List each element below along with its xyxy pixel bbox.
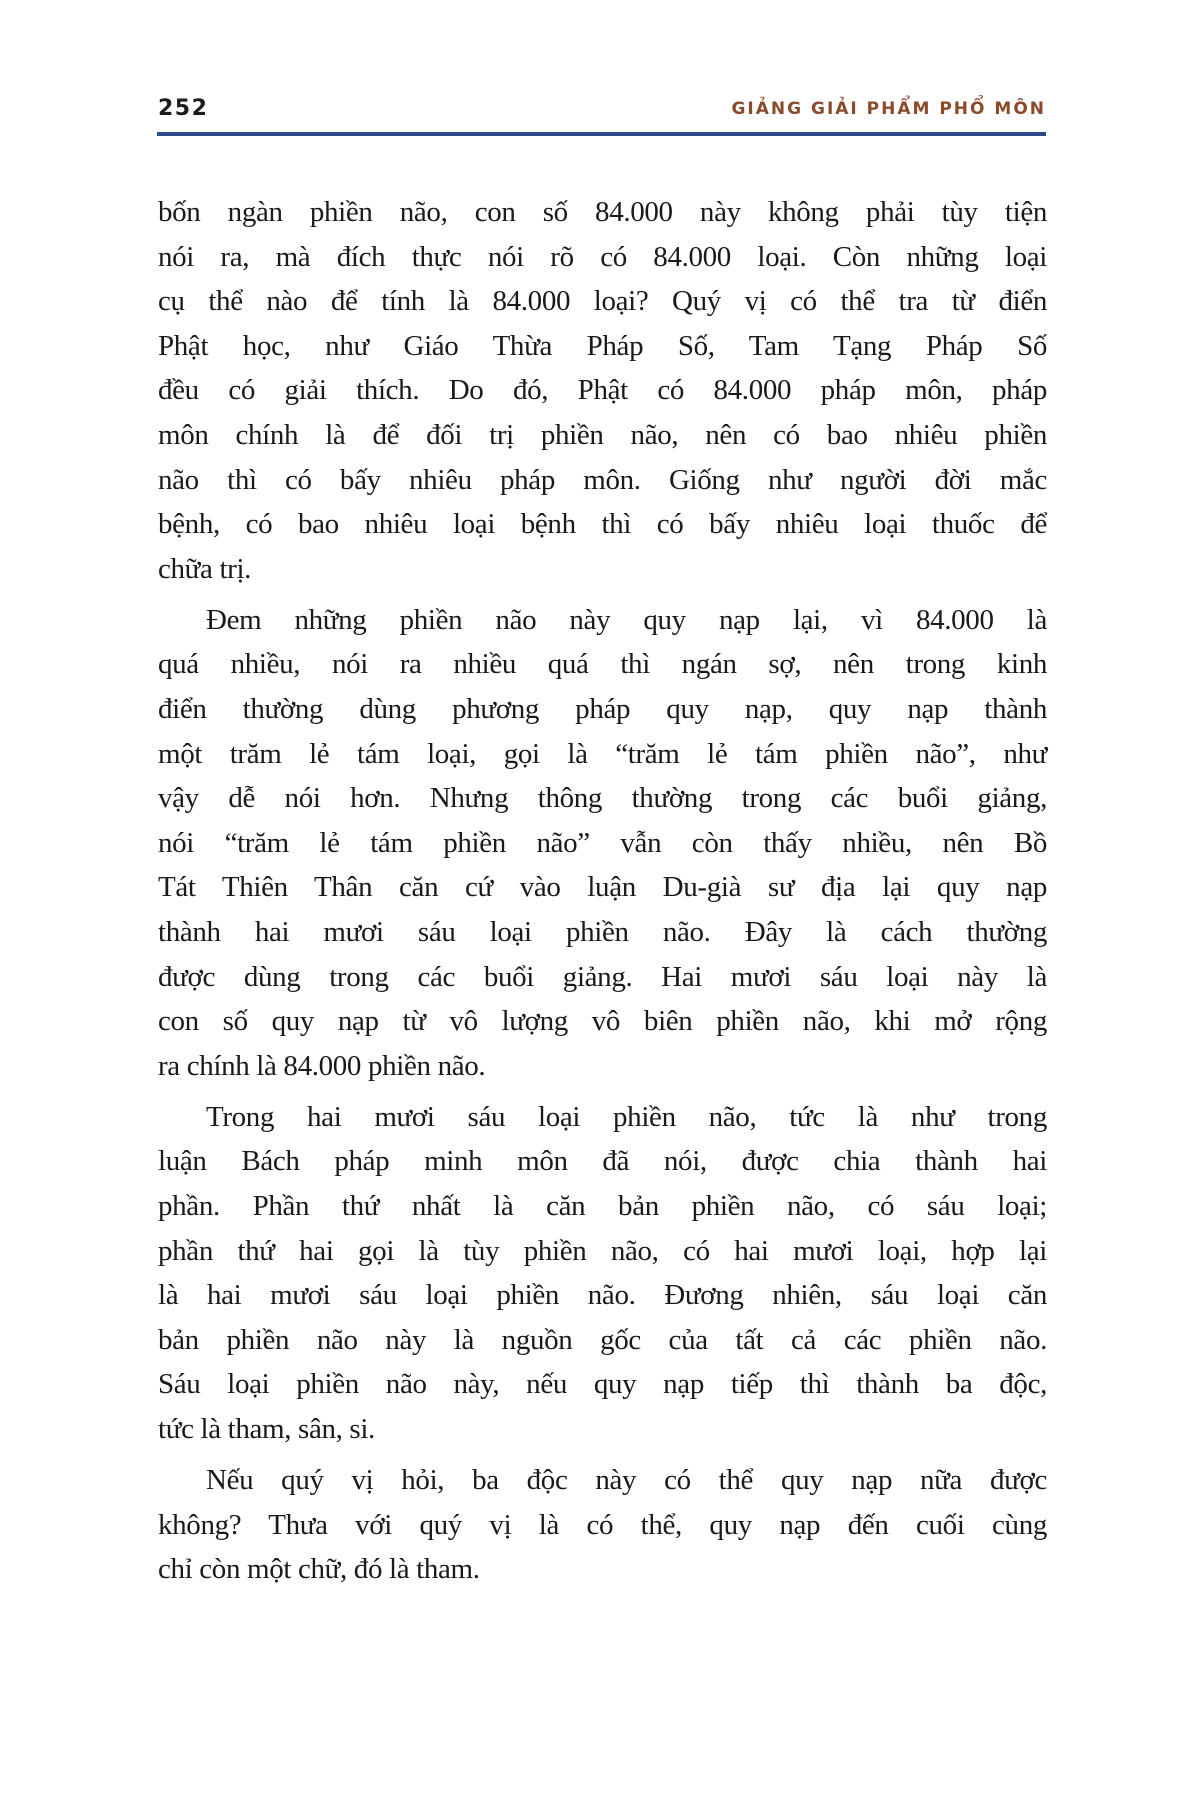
text-line: bốn ngàn phiền não, con số 84.000 này không phải tùy tiện [158, 196, 1047, 228]
text-line: điển thường dùng phương pháp quy nạp, quy nạp thành [158, 693, 1047, 726]
text-line: đều có giải thích. Do đó, Phật có 84.000 pháp môn, pháp [158, 374, 1047, 407]
running-title: GIẢNG GIẢI PHẨM PHỔ MÔN [731, 99, 1046, 119]
text-line: Nếu quý vị hỏi, ba độc này có thể quy nạp nữa được [206, 1464, 1047, 1497]
body-text [158, 190, 1047, 1598]
text-line: cụ thể nào để tính là 84.000 loại? Quý vị có thể tra từ điển [158, 285, 1047, 318]
paragraph [158, 190, 1047, 591]
text-line: Trong hai mươi sáu loại phiền não, tức là như trong [206, 1100, 1047, 1133]
paragraph [158, 1095, 1047, 1452]
text-line: quá nhiều, nói ra nhiều quá thì ngán sợ, nên trong kinh [158, 648, 1047, 681]
text-line: Phật học, như Giáo Thừa Pháp Số, Tam Tạng Pháp Số [158, 329, 1047, 362]
text-line: môn chính là để đối trị phiền não, nên có bao nhiêu phiền [158, 418, 1047, 451]
text-line: một trăm lẻ tám loại, gọi là “trăm lẻ tám phiền não”, như [158, 737, 1047, 770]
text-line: con số quy nạp từ vô lượng vô biên phiền não, khi mở rộng [158, 1005, 1047, 1038]
text-line: tức là tham, sân, si. [158, 1413, 375, 1446]
paragraph [158, 1458, 1047, 1592]
text-line: chỉ còn một chữ, đó là tham. [158, 1553, 480, 1586]
text-line: không? Thưa với quý vị là có thể, quy nạp đến cuối cùng [158, 1508, 1047, 1541]
text-line: bệnh, có bao nhiêu loại bệnh thì có bấy nhiêu loại thuốc để [158, 508, 1047, 541]
page-number: 252 [158, 96, 209, 121]
text-line: Đem những phiền não này quy nạp lại, vì 84.000 là [206, 603, 1047, 636]
text-line: là hai mươi sáu loại phiền não. Đương nhiên, sáu loại căn [158, 1279, 1047, 1312]
text-line: ra chính là 84.000 phiền não. [158, 1049, 486, 1082]
paragraph [158, 598, 1047, 1089]
text-line: được dùng trong các buổi giảng. Hai mươi sáu loại này là [158, 960, 1047, 993]
text-line: phần. Phần thứ nhất là căn bản phiền não, có sáu loại; [158, 1190, 1047, 1223]
text-line: Sáu loại phiền não này, nếu quy nạp tiếp thì thành ba độc, [158, 1368, 1047, 1401]
text-line: vậy dễ nói hơn. Nhưng thông thường trong các buổi giảng, [158, 782, 1047, 815]
text-line: luận Bách pháp minh môn đã nói, được chia thành hai [158, 1145, 1047, 1178]
text-line: bản phiền não này là nguồn gốc của tất cả các phiền não. [158, 1323, 1047, 1356]
text-line: phần thứ hai gọi là tùy phiền não, có hai mươi loại, hợp lại [158, 1234, 1047, 1267]
text-line: chữa trị. [158, 552, 252, 585]
text-line: não thì có bấy nhiêu pháp môn. Giống như người đời mắc [158, 463, 1047, 496]
header-rule [157, 132, 1046, 136]
text-line: Tát Thiên Thân căn cứ vào luận Du-già sư địa lại quy nạp [158, 871, 1047, 904]
text-line: nói “trăm lẻ tám phiền não” vẫn còn thấy nhiều, nên Bồ [158, 826, 1047, 859]
text-line: thành hai mươi sáu loại phiền não. Đây là cách thường [158, 916, 1047, 948]
text-line: nói ra, mà đích thực nói rõ có 84.000 loại. Còn những loại [158, 240, 1047, 273]
